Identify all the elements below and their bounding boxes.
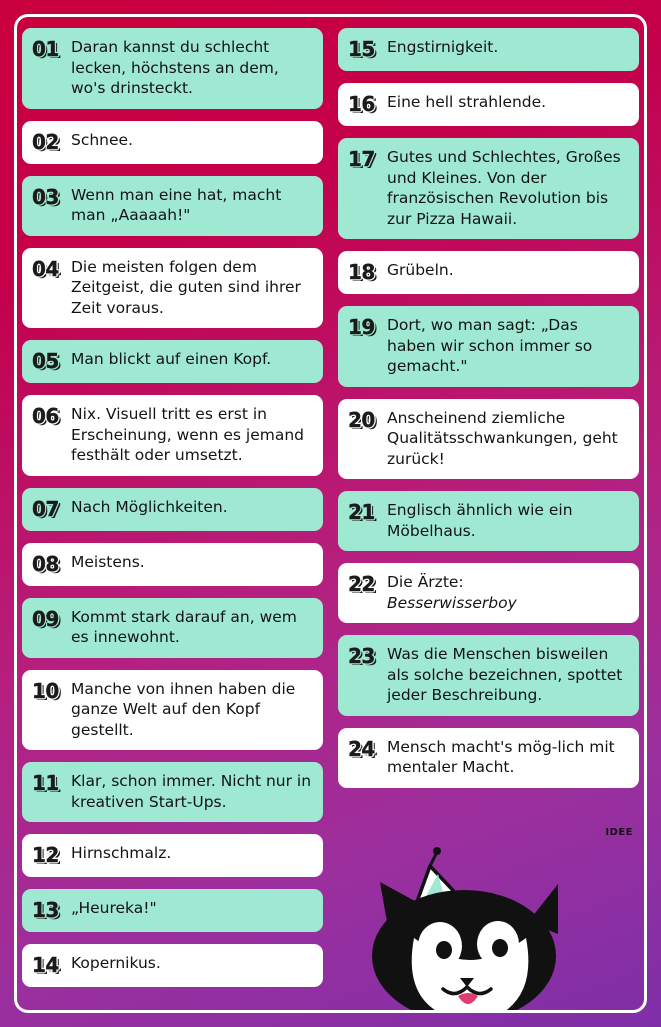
answer-text: Eine hell strahlende. <box>387 93 547 111</box>
answer-text: Die meisten folgen dem Zeitgeist, die guten sind ihrer Zeit voraus. <box>71 257 301 317</box>
answer-text: Mensch macht's mög-lich mit mentaler Macht. <box>387 737 615 776</box>
answer-card <box>338 28 639 71</box>
answer-text: Grübeln. <box>387 261 454 279</box>
answer-text: Man blickt auf einen Kopf. <box>71 350 272 368</box>
answer-text: „Heureka!" <box>71 899 157 917</box>
answer-card <box>22 944 323 987</box>
answer-card <box>22 670 323 751</box>
answer-text: Englisch ähnlich wie ein Möbelhaus. <box>387 501 573 540</box>
answer-number: 14 <box>32 953 59 977</box>
answer-card <box>338 635 639 716</box>
answer-card <box>22 598 323 658</box>
answer-text <box>387 572 517 613</box>
answer-text: Hirnschmalz. <box>71 844 172 862</box>
answer-text: Kommt stark darauf an, wem es innewohnt. <box>71 607 297 646</box>
answer-card <box>22 543 323 586</box>
answer-card <box>338 491 639 551</box>
answer-number: 13 <box>32 898 59 922</box>
answer-card <box>338 563 639 623</box>
answer-card <box>338 83 639 126</box>
answer-number: 16 <box>348 92 375 116</box>
answer-text: Kopernikus. <box>71 954 161 972</box>
answer-number: 01 <box>32 37 59 61</box>
cat-illustration <box>352 810 612 1010</box>
answer-text: Klar, schon immer. Nicht nur in kreativen Start-Ups. <box>71 772 312 811</box>
answer-card <box>22 28 323 109</box>
answer-number: 02 <box>32 129 59 154</box>
answer-number: 09 <box>32 606 59 631</box>
answer-number: 08 <box>32 551 59 576</box>
answer-number: 20 <box>348 407 375 432</box>
answer-number: 18 <box>348 260 375 284</box>
answers-column-left <box>22 28 323 987</box>
answer-text-italic: Besserwisserboy <box>387 593 517 612</box>
answer-number: 24 <box>348 736 375 761</box>
answer-number: 05 <box>32 349 59 373</box>
answers-column-right <box>338 28 639 788</box>
answer-card <box>338 306 639 387</box>
answer-card <box>22 834 323 877</box>
answer-text: Manche von ihnen haben die ganze Welt auf den Kopf gestellt. <box>71 679 296 739</box>
answer-number: 15 <box>348 37 375 61</box>
answer-number: 22 <box>348 572 375 596</box>
answer-card <box>22 121 323 164</box>
answer-number: 23 <box>348 644 375 668</box>
answer-number: 12 <box>32 843 59 867</box>
answer-number: 07 <box>32 496 59 521</box>
answer-text: Wenn man eine hat, macht man „Aaaaah!" <box>71 185 282 224</box>
answer-text: Nix. Visuell tritt es erst in Erscheinung, wenn es jemand festhält oder umsetzt. <box>71 405 305 464</box>
answer-card <box>22 488 323 531</box>
answer-number: 03 <box>32 184 59 209</box>
answer-text: Engstirnigkeit. <box>387 38 499 56</box>
answer-text: Daran kannst du schlecht lecken, höchstens an dem, wo's drinsteckt. <box>71 38 279 97</box>
answer-card <box>338 728 639 788</box>
idee-logo: IDEE <box>605 827 633 838</box>
answer-number: 11 <box>32 771 59 795</box>
answer-text-main: Die Ärzte: <box>387 573 464 591</box>
answer-text: Nach Möglichkeiten. <box>71 497 228 516</box>
answer-card <box>22 340 323 383</box>
answer-card <box>22 395 323 476</box>
answer-card <box>338 399 639 480</box>
answer-number: 06 <box>32 404 59 428</box>
answer-number: 21 <box>348 500 375 524</box>
answer-card <box>22 176 323 236</box>
answer-number: 10 <box>32 678 59 703</box>
answer-number: 19 <box>348 315 375 339</box>
answer-text: Schnee. <box>71 130 134 149</box>
answer-card <box>338 138 639 239</box>
answer-number: 04 <box>32 256 59 281</box>
answer-card <box>22 889 323 932</box>
answer-card <box>22 248 323 329</box>
answer-card <box>22 762 323 822</box>
answer-card <box>338 251 639 294</box>
answer-text: Dort, wo man sagt: „Das haben wir schon immer so gemacht." <box>387 316 593 375</box>
answer-text: Anscheinend ziemliche Qualitätsschwankungen, geht zurück! <box>387 408 618 468</box>
answer-text: Gutes und Schlechtes, Großes und Kleines. Von der französischen Revolution bis zur Pizza Hawaii. <box>387 148 621 228</box>
answer-text: Was die Menschen bisweilen als solche bezeichnen, spottet jeder Beschreibung. <box>387 645 623 704</box>
answer-text: Meistens. <box>71 552 145 571</box>
answer-number: 17 <box>348 147 375 171</box>
